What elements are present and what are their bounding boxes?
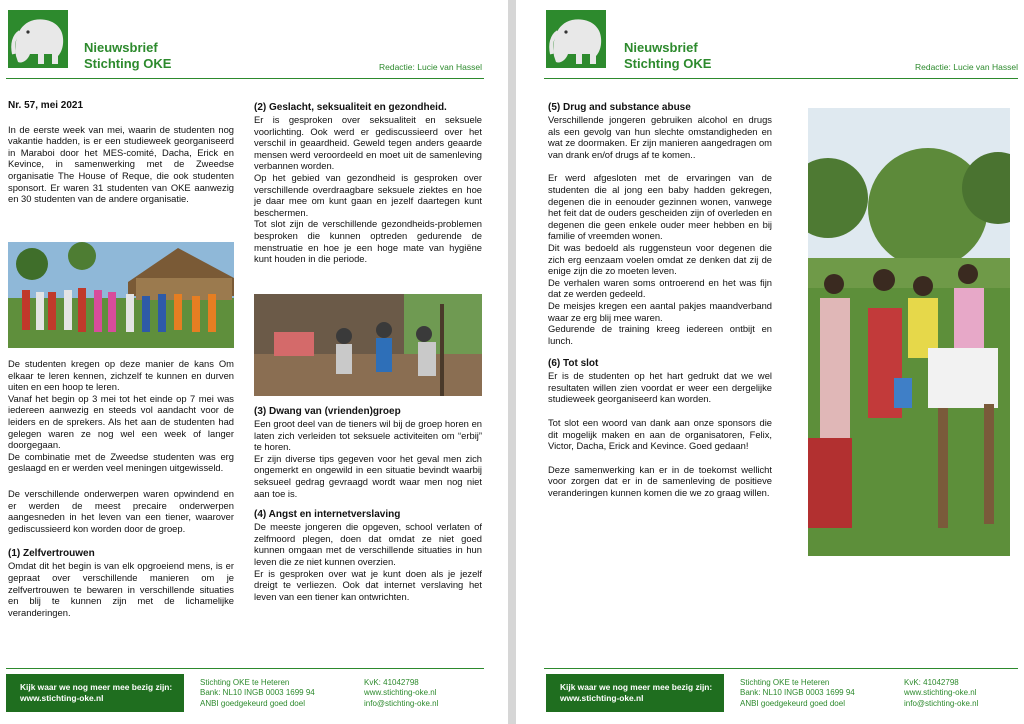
footer-web-link[interactable]: www.stichting-oke.nl (364, 688, 437, 698)
section-text-6a: Er is de studenten op het hart gedrukt dat we wel resultaten willen zien voordat er weer een dergelijke studieweek georganiseerd kan worden. (548, 370, 772, 405)
left-column-2 (8, 358, 234, 628)
section-text-6c: Deze samenwerking kan er in de toekomst wellicht voor zorgen dat er in de samenleving de positieve veranderingen kunnen komen die we zo graag willen. (548, 463, 772, 499)
group-photo-indoor (254, 294, 482, 396)
footer-org-info (200, 678, 315, 709)
footer-email-link[interactable]: info@stichting-oke.nl (364, 698, 439, 708)
photo-girls-with-packages (808, 108, 1010, 556)
footer-cta-text: Kijk waar we nog meer mee bezig zijn: (560, 682, 713, 692)
section-text-5d: De verhalen waren soms ontroerend en het was fijn dat ze werden gedeeld. (548, 276, 772, 300)
footer-anbi: ANBI goedgekeurd goed doel (740, 698, 845, 708)
section-text-3a: Een groot deel van de tieners wil bij de groep horen en laten zich verleiden tot seksuele activiteiten om “erbij” te horen. (254, 418, 482, 453)
editor-credit: Redactie: Lucie van Hassel (914, 62, 1018, 72)
section-text-3b: Er zijn diverse tips gegeven voor het geval men zich ongemerkt en ongewild in een situatie bevindt waarbij seksueel gedrag gevraagd wordt waar men nog niet aan toe is. (254, 452, 482, 499)
section-heading-3: (3) Dwang van (vrienden)groep (254, 406, 401, 417)
footer-cta[interactable] (546, 674, 724, 712)
section-text-1: Omdat dit het begin is van elk opgroeiend mens, is er gepraat over verschillende manieren om je zelfvertrouwen te bewaren in verschillende situaties en blij te kunnen zijn met de lichamelijke veranderingen. (8, 560, 234, 618)
section-heading-4: (4) Angst en internetverslaving (254, 509, 401, 521)
editor-credit: Redactie: Lucie van Hassel (378, 62, 482, 72)
newsletter-title: Nieuwsbrief Stichting OKE (84, 40, 172, 71)
section-text-5c: Dit was bedoeld als ruggensteun voor degenen die zich erg eenzaam voelen omdat ze denken dat zij de enige zijn die zo moeten leven. (548, 241, 772, 277)
footer-cta[interactable] (6, 674, 184, 712)
section-text-6b: Tot slot een woord van dank aan onze sponsors die dit mogelijk maken en aan de organisatoren, Felix, Victor, Dacha, Erick and Kevince. Goed gedaan! (548, 417, 772, 452)
footer-kvk: KvK: 41042798 (904, 678, 959, 687)
section-heading-6: (6) Tot slot (548, 358, 599, 370)
footer-kvk: KvK: 41042798 (364, 678, 419, 687)
left-column-3 (254, 102, 482, 275)
newsletter-page-1 (0, 0, 508, 724)
section-heading-2: (2) Geslacht, seksualiteit en gezondheid. (254, 102, 447, 113)
section-text-5a: Verschillende jongeren gebruiken alcohol en drugs als een gevolg van hun slechte omstandigheden en wat ze doormaken. Er zijn manieren aangedragen om van drank en/of drugs af te komen.. (548, 114, 772, 160)
section-text-5b: Er werd afgesloten met de ervaringen van de studenten die al jong een baby hadden gekregen, degenen die in eenouder gezinnen wonen, vanwege het feit dat de ouders gescheiden zijn of overleden en degenen die geen enkele ouder meer hebben en bij familie of vreemden wonen. (548, 172, 772, 242)
topics-paragraph: De verschillende onderwerpen waren opwindend en er werden de meest precaire onderwerpen aangesneden in het leven van een tiener, waarover gediscussieerd kon worden door de groep. (8, 487, 234, 534)
left-column-4 (254, 406, 482, 612)
combination-paragraph: De combinatie met de Zweedse studenten was erg geslaagd en er werden veel meningen uitgewisseld. (8, 450, 234, 474)
section-heading-5: (5) Drug and substance abuse (548, 102, 691, 113)
attendance-paragraph: Vanaf het begin op 3 mei tot het einde op 7 mei was iedereen aanwezig en steeds vol aandacht voor de leiders en de sprekers. Als het aan de studenten had gelegen waren ze nog wel een week of langer doorgegaan. (8, 392, 234, 451)
footer-contact-info (364, 678, 438, 709)
section-heading-1: (1) Zelfvertrouwen (8, 548, 95, 560)
footer-org: Stichting OKE te Heteren (200, 678, 290, 687)
section-text-4b: Er is gesproken over wat je kunt doen als je jezelf dreigt te verliezen. Ook dat internet verslaving het leven van een tiener kan ontwrichten. (254, 567, 482, 602)
footer-divider (6, 668, 484, 669)
section-text-5e: De meisjes kregen een aantal pakjes maandverband waar ze erg blij mee waren. (548, 299, 772, 323)
footer-anbi: ANBI goedgekeurd goed doel (200, 698, 305, 708)
section-text-5f: Gedurende de training kreeg iedereen ontbijt en lunch. (548, 323, 772, 346)
footer-org: Stichting OKE te Heteren (740, 678, 830, 687)
issue-number: Nr. 57, mei 2021 (8, 100, 84, 111)
footer-bank: Bank: NL10 INGB 0003 1699 94 (200, 688, 315, 698)
page-gutter (508, 0, 516, 724)
left-column-1 (8, 100, 234, 215)
footer-org-info (740, 678, 855, 709)
group-photo-outdoor (8, 242, 234, 348)
elephant-logo-icon (546, 10, 606, 68)
kans-paragraph: De studenten kregen op deze manier de kans Om elkaar te leren kennen, zichzelf te kunnen en durven uiten en een hoop te leren. (8, 358, 234, 393)
footer-bank: Bank: NL10 INGB 0003 1699 94 (740, 688, 855, 698)
intro-paragraph: In de eerste week van mei, waarin de studenten nog vakantie hadden, is er een studieweek georganiseerd in Maraboi door het MES-comité, Dacha, Erick en Kevince, in samenwerking met de Zweedse organisatie The House of Reque, die ook studenten sponsort. Er waren 31 studenten van OKE aanwezig en 30 studenten van de andere organisatie. (8, 123, 234, 205)
newsletter-title: Nieuwsbrief Stichting OKE (624, 40, 712, 71)
section-text-2b: Op het gebied van gezondheid is gesproken over verschillende overdraagbare seksuele ziektes en hoe je daar mee om kunt gaan en jezelf daartegen kunt beschermen. (254, 171, 482, 218)
header-divider (544, 78, 1018, 79)
footer-cta-link[interactable]: www.stichting-oke.nl (560, 693, 644, 703)
newsletter-page-2 (516, 0, 1024, 724)
footer-contact-info (904, 678, 978, 709)
footer-email-link[interactable]: info@stichting-oke.nl (904, 698, 979, 708)
right-column-1 (548, 102, 772, 509)
elephant-logo-icon (8, 10, 68, 68)
section-text-4a: De meeste jongeren die opgeven, school verlaten of zelfmoord plegen, doen dat omdat ze niet goed kunnen omgaan met de verschillende situaties in hun leven die ze niet kunnen overzien. (254, 521, 482, 567)
header-divider (6, 78, 484, 79)
footer-cta-text: Kijk waar we nog meer mee bezig zijn: (20, 682, 173, 692)
section-text-2c: Tot slot zijn de verschillende gezondheids-problemen besproken die kunnen optreden gedurende de menstruatie en hoe je een hoge mate van hygiëne kunt houden in die periode. (254, 218, 482, 265)
footer-cta-link[interactable]: www.stichting-oke.nl (20, 693, 104, 703)
section-text-2a: Er is gesproken over seksualiteit en seksuele voorlichting. Ook werd er gediscussieerd over het verschil in geaardheid. Geweld tegen anders geaarde mensen werd veroordeeld en moet uit de samenleving verbannen worden. (254, 114, 482, 172)
footer-divider (544, 668, 1018, 669)
footer-web-link[interactable]: www.stichting-oke.nl (904, 688, 977, 698)
